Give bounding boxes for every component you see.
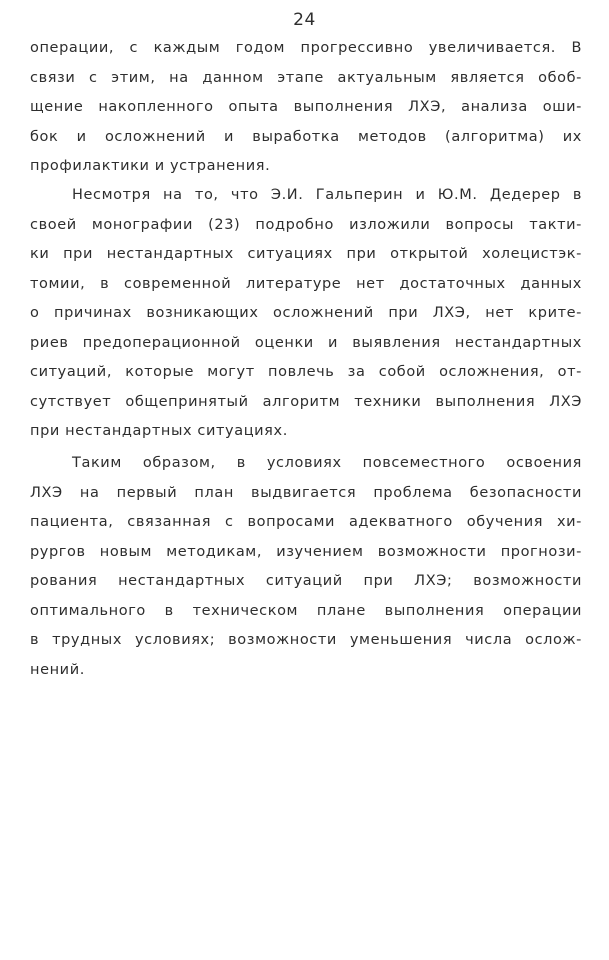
text-line: оптимального в техническом плане выполнения операции xyxy=(30,602,582,619)
text-line: Таким образом, в условиях повсеместного освоения xyxy=(72,455,582,471)
text-line: пациента, связанная с вопросами адекватного обучения хи- xyxy=(30,514,582,530)
text-line: ситуаций, которые могут повлечь за собой осложнения, от- xyxy=(30,364,582,380)
text-line: бок и осложнений и выработка методов (алгоритма) их xyxy=(30,128,582,145)
text-line: при нестандартных ситуациях. xyxy=(30,423,288,439)
text-line: операции, с каждым годом прогрессивно увеличивается. В xyxy=(30,40,582,56)
text-line: о причинах возникающих осложнений при ЛХЭ, нет крите- xyxy=(30,305,582,321)
text-line: томии, в современной литературе нет достаточных данных xyxy=(30,275,582,292)
text-line: рования нестандартных ситуаций при ЛХЭ; возможности xyxy=(30,573,582,589)
text-line: щение накопленного опыта выполнения ЛХЭ, анализа оши- xyxy=(30,99,582,115)
text-line: нений. xyxy=(30,661,85,678)
text-line: Несмотря на то, что Э.И. Гальперин и Ю.М. Дедерер в xyxy=(72,187,582,203)
page-number: 24 xyxy=(293,10,316,30)
text-line: риев предоперационной оценки и выявления нестандартных xyxy=(30,334,582,351)
paragraph-3 xyxy=(30,449,582,685)
text-line: ки при нестандартных ситуациях при открытой холецистэк- xyxy=(30,246,582,262)
text-line: ЛХЭ на первый план выдвигается проблема безопасности xyxy=(30,484,582,501)
text-line: рургов новым методикам, изучением возможности прогнози- xyxy=(30,543,582,560)
text-line: своей монографии (23) подробно изложили вопросы такти- xyxy=(30,216,582,233)
text-line: в трудных условиях; возможности уменьшения числа ослож- xyxy=(30,632,582,648)
text-line: профилактики и устранения. xyxy=(30,158,271,174)
text-line: связи с этим, на данном этапе актуальным является обоб- xyxy=(30,69,582,86)
text-line: сутствует общепринятый алгоритм техники выполнения ЛХЭ xyxy=(30,393,582,410)
paragraph-1 xyxy=(30,34,582,182)
paragraph-2 xyxy=(30,181,582,447)
